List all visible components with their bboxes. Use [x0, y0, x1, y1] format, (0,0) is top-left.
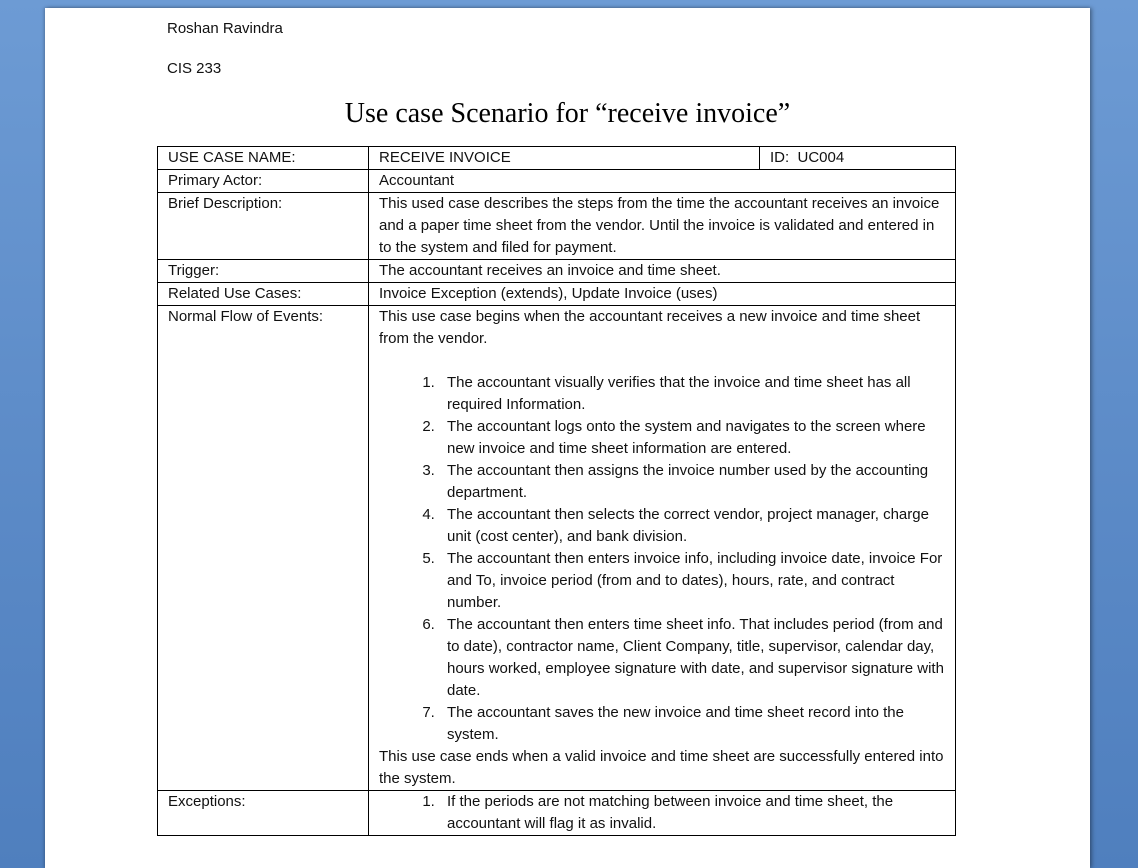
author-name: Roshan Ravindra [167, 20, 283, 37]
primary-actor-value: Accountant [369, 170, 956, 193]
spacer [379, 350, 945, 372]
id-label: ID: [770, 149, 790, 166]
list-item: 6. The accountant then enters time sheet info. That includes period (from and to date), contractor name, Client Company, title, supervisor, calendar day, hours worked, employee signature with date, and supervisor signature with date. [439, 614, 945, 702]
list-item: 1. If the periods are not matching between invoice and time sheet, the accountant will flag it as invalid. [439, 791, 945, 835]
normal-flow-outro: This use case ends when a valid invoice and time sheet are successfully entered into the system. [379, 748, 944, 787]
table-row [158, 791, 956, 836]
course-code: CIS 233 [167, 60, 222, 77]
normal-flow-label: Normal Flow of Events: [158, 306, 369, 791]
brief-description-label: Brief Description: [158, 193, 369, 260]
table-row [158, 170, 956, 193]
exceptions-cell [369, 791, 956, 836]
use-case-id-cell [760, 147, 956, 170]
related-use-cases-label: Related Use Cases: [158, 283, 369, 306]
list-item: 7. The accountant saves the new invoice and time sheet record into the system. [439, 702, 945, 746]
list-item: 2. The accountant logs onto the system and navigates to the screen where new invoice and time sheet information are entered. [439, 416, 945, 460]
table-row [158, 147, 956, 170]
use-case-name-label: USE CASE NAME: [158, 147, 369, 170]
brief-description-value: This used case describes the steps from the time the accountant receives an invoice and a paper time sheet from the vendor. Until the invoice is validated and entered in to the system and filed for payment. [369, 193, 956, 260]
list-item: 5. The accountant then enters invoice info, including invoice date, invoice For and To, invoice period (from and to dates), hours, rate, and contract number. [439, 548, 945, 614]
exceptions-label: Exceptions: [158, 791, 369, 836]
list-item: 4. The accountant then selects the correct vendor, project manager, charge unit (cost center), and bank division. [439, 504, 945, 548]
normal-flow-steps [379, 372, 945, 746]
list-item: 1. The accountant visually verifies that the invoice and time sheet has all required Information. [439, 372, 945, 416]
normal-flow-intro: This use case begins when the accountant receives a new invoice and time sheet from the vendor. [379, 308, 921, 347]
table-row [158, 260, 956, 283]
table-row [158, 283, 956, 306]
document-title: Use case Scenario for “receive invoice” [344, 98, 791, 129]
primary-actor-label: Primary Actor: [158, 170, 369, 193]
use-case-name-value: RECEIVE INVOICE [369, 147, 760, 170]
id-value: UC004 [797, 149, 845, 166]
trigger-label: Trigger: [158, 260, 369, 283]
trigger-value: The accountant receives an invoice and time sheet. [369, 260, 956, 283]
use-case-table [157, 146, 956, 836]
normal-flow-cell [369, 306, 956, 791]
table-row [158, 193, 956, 260]
related-use-cases-value: Invoice Exception (extends), Update Invoice (uses) [369, 283, 956, 306]
table-row [158, 306, 956, 791]
list-item: 3. The accountant then assigns the invoice number used by the accounting department. [439, 460, 945, 504]
document-page [45, 8, 1090, 868]
exceptions-steps [379, 791, 945, 835]
